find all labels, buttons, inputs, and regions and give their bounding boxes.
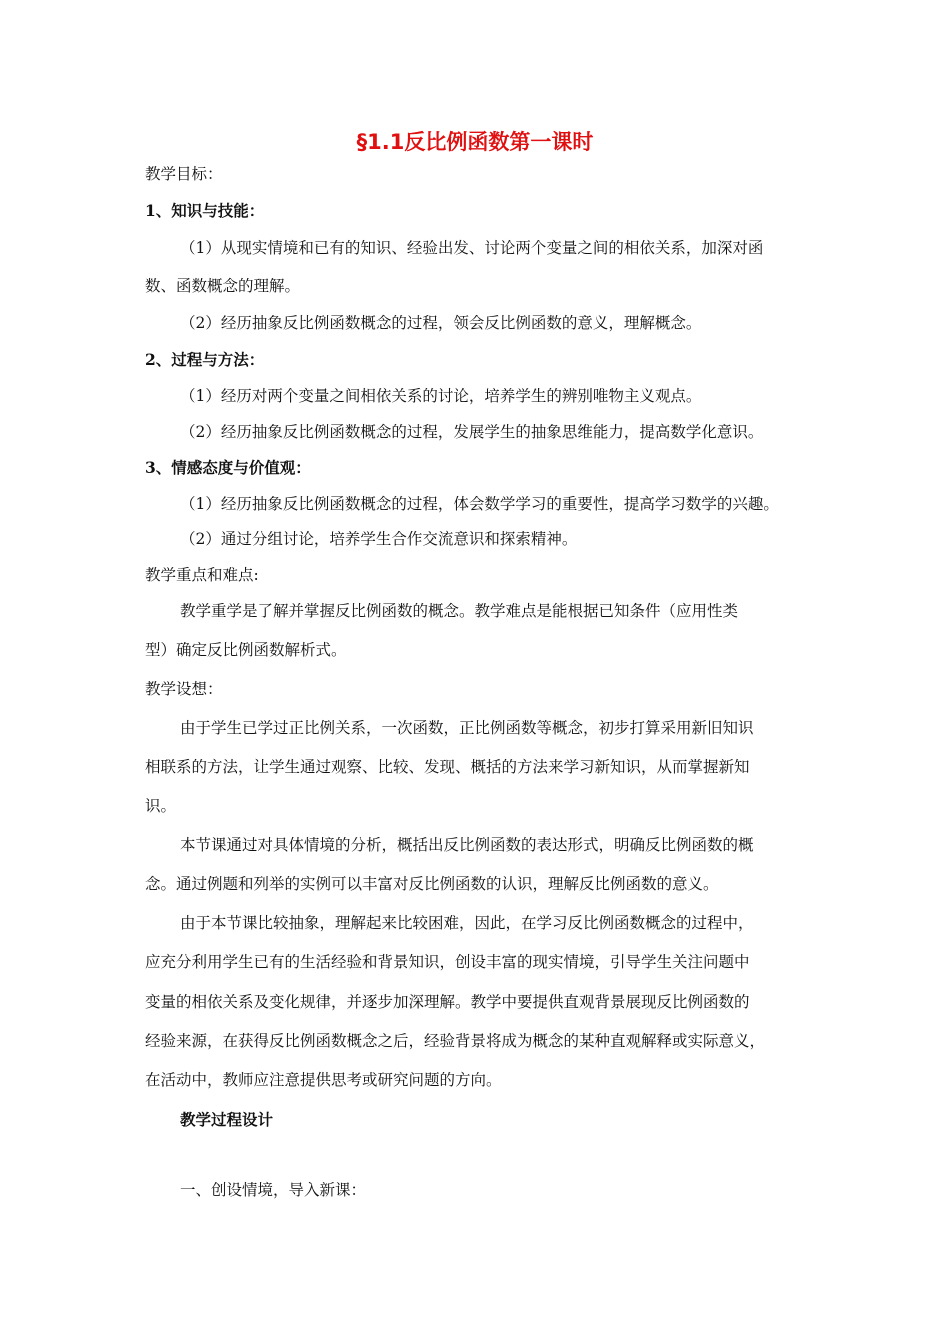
paragraph-line: （1）从现实情境和已有的知识、经验出发、讨论两个变量之间的相依关系，加深对函 (180, 239, 764, 257)
paragraph-line: 数、函数概念的理解。 (145, 277, 301, 295)
paragraph-line: 本节课通过对具体情境的分析，概括出反比例函数的表达形式，明确反比例函数的概 (180, 836, 754, 854)
paragraph-line: 相联系的方法，让学生通过观察、比较、发现、概括的方法来学习新知识，从而掌握新知 (145, 758, 750, 776)
heading-teaching-process: 教学过程设计 (180, 1110, 274, 1129)
paragraph-line: （2）经历抽象反比例函数概念的过程，领会反比例函数的意义，理解概念。 (180, 314, 702, 332)
section-heading-intro: 一、创设情境，导入新课： (180, 1181, 367, 1199)
heading-attitudes-values: 3、情感态度与价值观： (145, 458, 311, 477)
paragraph-line: 教学重学是了解并掌握反比例函数的概念。教学难点是能根据已知条件（应用性类 (180, 602, 739, 620)
paragraph-line: 由于本节课比较抽象，理解起来比较困难，因此，在学习反比例函数概念的过程中， (180, 914, 754, 932)
section-label-key-points: 教学重点和难点: (145, 566, 259, 584)
document-title: §1.1反比例函数第一课时 (356, 130, 594, 154)
section-label-objectives: 教学目标： (145, 165, 223, 183)
heading-knowledge-skills: 1、知识与技能： (145, 201, 265, 220)
paragraph-line: （2）通过分组讨论，培养学生合作交流意识和探索精神。 (180, 530, 578, 548)
paragraph-line: （2）经历抽象反比例函数概念的过程，发展学生的抽象思维能力，提高数学化意识。 (180, 423, 764, 441)
paragraph-line: （1）经历对两个变量之间相依关系的讨论，培养学生的辨别唯物主义观点。 (180, 387, 702, 405)
paragraph-line: 在活动中，教师应注意提供思考或研究问题的方向。 (145, 1071, 502, 1089)
paragraph-line: 识。 (145, 797, 177, 815)
paragraph-line: 应充分利用学生已有的生活经验和背景知识，创设丰富的现实情境，引导学生关注问题中 (145, 953, 750, 971)
paragraph-line: 念。通过例题和列举的实例可以丰富对反比例函数的认识，理解反比例函数的意义。 (145, 875, 719, 893)
paragraph-line: 变量的相依关系及变化规律，并逐步加深理解。教学中要提供直观背景展现反比例函数的 (145, 993, 750, 1011)
paragraph-line: 经验来源，在获得反比例函数概念之后，经验背景将成为概念的某种直观解释或实际意义， (145, 1032, 766, 1050)
paragraph-line: 由于学生已学过正比例关系，一次函数，正比例函数等概念，初步打算采用新旧知识 (180, 719, 754, 737)
paragraph-line: 型）确定反比例函数解析式。 (145, 641, 347, 659)
paragraph-line: （1）经历抽象反比例函数概念的过程，体会数学学习的重要性，提高学习数学的兴趣。 (180, 495, 779, 513)
section-label-teaching-ideas: 教学设想： (145, 680, 223, 698)
heading-process-methods: 2、过程与方法： (145, 350, 265, 369)
